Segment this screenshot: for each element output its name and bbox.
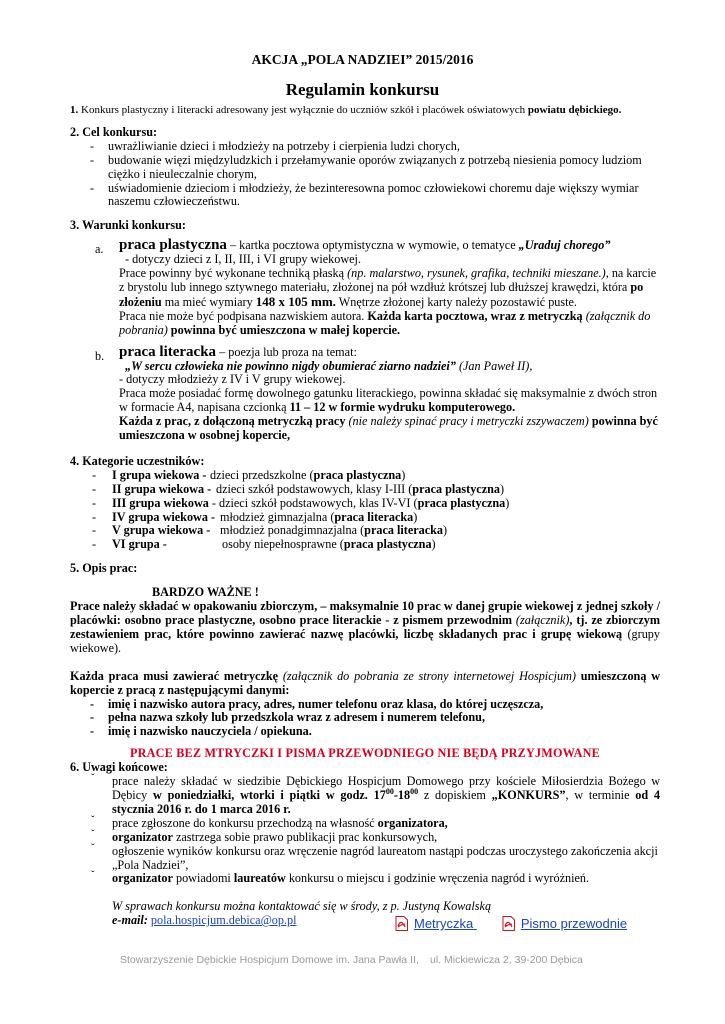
document-subtitle: Regulamin konkursu bbox=[285, 80, 440, 99]
text-span: , tj. ze zbiorczym zestawieniem prac, które powinno zawierać nazwę placówki, liczbę składanych prac i grupę wiekową bbox=[70, 613, 660, 641]
text-span: ) bbox=[431, 537, 436, 552]
text-span: Każda karta pocztowa, wraz z metryczką bbox=[367, 308, 583, 323]
category-item bbox=[70, 511, 660, 525]
text-span: Każda z prac, z dołączoną metryczką pracy bbox=[119, 414, 346, 429]
metryczka-link[interactable] bbox=[395, 916, 477, 931]
text-span: (grupy wiekowe). bbox=[70, 626, 660, 655]
condition-b-paragraph-2 bbox=[119, 415, 660, 443]
section-1 bbox=[70, 104, 660, 118]
section-5-paragraph-2 bbox=[70, 670, 660, 698]
text-span: (nie należy spinać pracy i metryczki zszywaczem) bbox=[348, 414, 589, 429]
category-kind: praca plastyczna bbox=[412, 481, 500, 496]
text-span: po złożeniu bbox=[119, 279, 644, 309]
category-group: II grupa wiekowa - bbox=[112, 481, 212, 496]
list-item bbox=[70, 872, 660, 886]
contact-text: W sprawach konkursu można kontaktować się w środy, z p. Justyną Kowalską bbox=[112, 899, 492, 914]
text-span: Prace powinny być wykonane techniką płaską bbox=[119, 266, 345, 281]
condition-a-marker: a. bbox=[95, 242, 104, 257]
metryczka-label: Metryczka bbox=[414, 916, 474, 931]
section-2-heading: 2. Cel konkursu: bbox=[70, 124, 158, 139]
text-span: konkursu o miejscu i godzinie wręczenia nagród i wyróżnień. bbox=[288, 871, 590, 886]
text-span: (np. malarstwo, rysunek, grafika, techniki mieszane.), bbox=[347, 266, 609, 281]
category-kind: praca plastyczna bbox=[417, 495, 506, 510]
condition-b-paragraph-1 bbox=[119, 387, 660, 415]
text-span: prace należy składać w siedzibie Dębickiego Hospicjum Domowego przy kościele Miłosierdzia Bożego w Dębicy bbox=[112, 774, 660, 802]
text-span: w poniedziałki, wtorki i piątki w godz. 17 bbox=[153, 787, 386, 802]
text-span: powiadomi bbox=[175, 871, 231, 886]
category-group: V grupa wiekowa - bbox=[112, 523, 211, 538]
goals-list bbox=[70, 140, 660, 210]
category-desc: młodzież gimnazjalna ( bbox=[220, 509, 335, 524]
regulations-body bbox=[70, 104, 660, 928]
condition-b-intro: – poezja lub proza na temat: bbox=[219, 344, 357, 359]
section-5-heading: 5. Opis prac: bbox=[70, 561, 138, 576]
text-span: (załącznik) bbox=[515, 613, 570, 627]
category-group: IV grupa wiekowa - bbox=[112, 509, 216, 524]
text-span: , w terminie bbox=[565, 787, 630, 802]
download-links bbox=[395, 916, 652, 931]
pdf-icon bbox=[395, 916, 408, 931]
list-item: - budowanie więzi międzyludzkich i przełamywanie oporów związanych z potrzebą niesienia pomocy ludziom ciężko i nieuleczalnie chorym, bbox=[70, 154, 660, 182]
list-item bbox=[70, 775, 660, 817]
list-item bbox=[70, 831, 660, 845]
category-desc: młodzież ponadgimnazjalna ( bbox=[220, 523, 365, 538]
text-span: ) bbox=[499, 481, 505, 496]
category-group: VI grupa - bbox=[112, 537, 167, 552]
text-span: (załącznik do pobrania ze strony internetowej Hospicjum) bbox=[282, 668, 576, 683]
category-item bbox=[70, 538, 660, 552]
text-span: ma mieć wymiary bbox=[164, 294, 253, 309]
text-span: prace zgłoszone do konkursu przechodzą na własność bbox=[112, 815, 375, 830]
email-label: e-mail: bbox=[112, 913, 148, 928]
category-item bbox=[70, 483, 660, 497]
pdf-icon bbox=[502, 916, 515, 931]
category-desc: osoby niepełnosprawne ( bbox=[222, 537, 344, 552]
text-span: Wnętrze złożonej karty należy pozostawić puste. bbox=[338, 294, 577, 309]
pismo-przewodnie-label: Pismo przewodnie bbox=[520, 916, 628, 931]
text-span: -18 bbox=[393, 787, 411, 802]
section-1-text: Konkurs plastyczny i literacki adresowany jest wyłącznie do uczniów szkół i placówek oświatowych bbox=[81, 104, 526, 116]
category-group: III grupa wiekowa bbox=[112, 495, 209, 510]
section-5-paragraph-1 bbox=[70, 600, 660, 656]
text-span: Prace należy składać w opakowaniu zbiorczym, – maksymalnie 10 prac w danej grupie wiekowej z jednej szkoły / placówki: osobno prace plastyczne, osobno prace literackie - z pismem przewodnim bbox=[70, 599, 660, 627]
text-span: „KONKURS” bbox=[491, 787, 566, 802]
condition-b-theme-line bbox=[119, 360, 660, 374]
list-item: - imię i nazwisko nauczyciela / opiekuna. bbox=[70, 725, 660, 739]
text-span: ) bbox=[505, 495, 510, 510]
category-kind: praca literacka bbox=[364, 523, 444, 538]
text-span: Praca nie może być podpisana nazwiskiem autora. bbox=[119, 308, 365, 323]
condition-a-intro: – kartka pocztowa optymistyczna w wymowie, o tematyce bbox=[229, 238, 516, 253]
email-link[interactable]: pola.hospicjum.debica@op.pl bbox=[150, 913, 297, 928]
text-span: ) bbox=[413, 509, 418, 524]
condition-a bbox=[70, 239, 660, 337]
text-span: powinna być umieszczona w małej kopercie. bbox=[170, 322, 401, 337]
text-span: zastrzega sobie prawo publikacji prac konkursowych, bbox=[175, 829, 438, 844]
page-footer bbox=[120, 954, 620, 966]
category-kind: praca literacka bbox=[334, 509, 414, 524]
category-desc: dzieci szkół podstawowych, klasy I-III ( bbox=[216, 481, 413, 496]
list-item: - uświadomienie dzieciom i młodzieży, że bezinteresowna pomoc człowiekowi choremu daje większy wymiar naszemu człowieczeństwu. bbox=[70, 182, 660, 210]
condition-b-title: praca literacka bbox=[119, 343, 217, 360]
final-notes-list bbox=[70, 775, 660, 886]
section-6-heading: 6. Uwagi końcowe: bbox=[70, 760, 168, 775]
list-item bbox=[70, 817, 660, 831]
text-span: 00 bbox=[410, 786, 419, 796]
condition-a-theme: „Uraduj chorego” bbox=[518, 238, 611, 253]
list-item: - uwrażliwianie dzieci i młodzieży na potrzeby i cierpienia ludzi chorych, bbox=[70, 140, 660, 154]
category-desc: dzieci przedszkolne ( bbox=[210, 467, 314, 482]
condition-a-title: praca plastyczna bbox=[119, 237, 227, 254]
pismo-przewodnie-link[interactable] bbox=[502, 916, 627, 931]
text-span: ) bbox=[443, 523, 448, 538]
category-item bbox=[70, 469, 660, 483]
condition-b-marker: b. bbox=[95, 348, 105, 363]
category-item bbox=[70, 497, 660, 511]
card-size: 148 x 105 mm. bbox=[255, 293, 336, 309]
section-3-heading: 3. Warunki konkursu: bbox=[70, 218, 186, 233]
warning-text: PRACE BEZ MTRYCZKI I PISMA PRZEWODNIEGO NIE BĘDĄ PRZYJMOWANE bbox=[130, 746, 600, 761]
text-span: Każda praca musi zawierać metryczkę bbox=[70, 668, 279, 683]
document-title: AKCJA „POLA NADZIEI” 2015/2016 bbox=[251, 52, 474, 67]
condition-b-theme: „W sercu człowieka nie powinno nigdy obumierać ziarno nadziei” bbox=[125, 358, 456, 373]
footer-address: ul. Mickiewicza 2, 39-200 Dębica bbox=[430, 954, 583, 966]
categories-list bbox=[70, 469, 660, 552]
text-span: organizator bbox=[112, 871, 173, 886]
condition-b bbox=[70, 343, 660, 443]
label-data-list bbox=[70, 698, 660, 740]
category-item bbox=[70, 524, 660, 538]
text-span: organizatora, bbox=[377, 815, 448, 830]
condition-b-author: (Jan Paweł II), bbox=[458, 358, 533, 373]
list-item: ˇ ogłoszenie wyników konkursu oraz wręczenie nagród laureatom nastąpi podczas uroczystego zakończenia akcji „Pola Nadziei”, bbox=[70, 845, 660, 873]
text-span: od 4 stycznia 2016 r. do 1 marca 2016 r. bbox=[112, 787, 661, 816]
text-span: organizator bbox=[112, 829, 173, 844]
section-4-heading: 4. Kategorie uczestników: bbox=[70, 453, 205, 468]
section-1-bold: powiatu dębickiego. bbox=[527, 104, 622, 116]
text-span: z dopiskiem bbox=[423, 787, 486, 802]
text-span: laureatów bbox=[233, 871, 286, 886]
category-group: I grupa wiekowa - bbox=[112, 467, 207, 482]
text-span: powinna być umieszczona w osobnej kopercie, bbox=[119, 414, 658, 443]
condition-a-paragraph-2 bbox=[119, 310, 660, 338]
condition-b-who: - dotyczy młodzieży z IV i V grupy wiekowej. bbox=[119, 372, 346, 387]
text-span: na karcie z brystolu lub innego sztywnego materiału, złożonej na pół wzdłuż krótszej lub dłuższej krawędzi, która bbox=[119, 266, 657, 294]
text-span: ) bbox=[401, 467, 406, 482]
text-span: (załącznik do pobrania) bbox=[119, 308, 651, 337]
condition-a-paragraph-1 bbox=[119, 267, 660, 310]
category-kind: praca plastyczna bbox=[343, 537, 432, 552]
category-desc: - dzieci szkół podstawowych, klas IV-VI ( bbox=[211, 495, 418, 510]
list-item: - imię i nazwisko autora pracy, adres, numer telefonu oraz klasa, do której uczęszcza, bbox=[70, 698, 660, 712]
section-1-number: 1. bbox=[70, 104, 79, 116]
condition-a-who: - dotyczy dzieci z I, II, III, i VI grupy wiekowej. bbox=[125, 252, 361, 267]
category-kind: praca plastyczna bbox=[313, 467, 402, 482]
text-span: umieszczoną w kopercie z pracą z następującymi danymi: bbox=[70, 668, 661, 697]
text-span: 11 – 12 w formie wydruku komputerowego. bbox=[289, 400, 516, 415]
text-span: 00 bbox=[385, 786, 394, 796]
text-span: Praca może posiadać formę dowolnego gatunku literackiego, powinna składać się maksymalnie z dwóch stron w formacie A4, napisana czcionką bbox=[119, 386, 658, 415]
list-item: - pełna nazwa szkoły lub przedszkola wraz z adresem i numerem telefonu, bbox=[70, 711, 660, 725]
footer-organization: Stowarzyszenie Dębickie Hospicjum Domowe im. Jana Pawła II, bbox=[120, 954, 419, 966]
important-note: BARDZO WAŻNE ! bbox=[152, 585, 259, 600]
